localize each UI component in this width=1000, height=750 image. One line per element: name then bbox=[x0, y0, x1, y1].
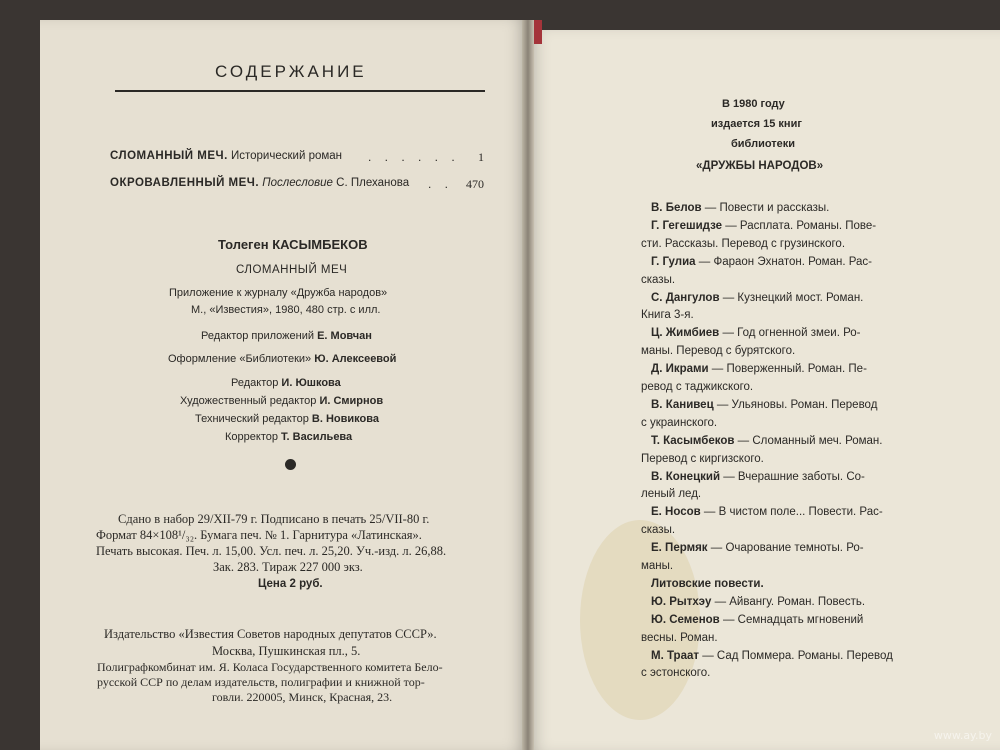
ornament-dot bbox=[285, 459, 296, 470]
book-entry bbox=[651, 256, 872, 268]
book-description: — Год огненной змеи. Ро- bbox=[719, 327, 861, 340]
printer-line-3: говли. 220005, Минск, Красная, 23. bbox=[212, 690, 393, 704]
book-entry bbox=[651, 542, 864, 554]
imprint-line-1: Приложение к журналу «Дружба народов» bbox=[169, 287, 388, 299]
book-description: Перевод с киргизского. bbox=[641, 452, 764, 465]
book-description: — В чистом поле... Повести. Рас- bbox=[700, 506, 883, 519]
book-author: Ц. Жимбиев bbox=[651, 327, 720, 340]
book-entry-continuation bbox=[641, 238, 845, 250]
imprint-line-2: М., «Известия», 1980, 480 стр. с илл. bbox=[191, 304, 381, 316]
publisher-line-2: Москва, Пушкинская пл., 5. bbox=[212, 644, 361, 658]
book-title: СЛОМАННЫЙ МЕЧ bbox=[236, 264, 348, 276]
book-author: Д. Икрами bbox=[651, 363, 709, 376]
book-author: Е. Пермяк bbox=[651, 542, 708, 555]
publisher-line-1: Издательство «Известия Советов народных депутатов СССР». bbox=[104, 627, 437, 641]
book-entry bbox=[651, 202, 829, 214]
book-author: Литовские повести. bbox=[651, 577, 764, 590]
editor-line: Редактор приложений Е. Мовчан bbox=[201, 330, 372, 342]
book-description: — Расплата. Романы. Пове- bbox=[722, 219, 877, 232]
book-description: сказы. bbox=[641, 524, 676, 537]
book-description: маны. bbox=[641, 560, 674, 572]
book-author: Г. Гегешидзе bbox=[651, 219, 723, 232]
book-description: — Фараон Эхнатон. Роман. Рас- bbox=[695, 255, 872, 268]
book-description: — Айвангу. Роман. Повесть. bbox=[711, 595, 866, 608]
book-entry-continuation bbox=[641, 667, 710, 679]
print-info-4: Зак. 283. Тираж 227 000 экз. bbox=[213, 560, 363, 574]
book-author: С. Дангулов bbox=[651, 291, 720, 304]
watermark: www.ay.by bbox=[933, 729, 992, 742]
toc-entry-2: ОКРОВАВЛЕННЫЙ МЕЧ. Послесловие С. Плеханова bbox=[110, 177, 410, 189]
book-description: — Кузнецкий мост. Роман. bbox=[719, 291, 864, 304]
book-description: с эстонского. bbox=[641, 667, 711, 680]
book-entry-continuation bbox=[641, 274, 675, 286]
book-entry bbox=[651, 363, 867, 375]
book-description: сказы. bbox=[641, 273, 676, 286]
contents-heading: СОДЕРЖАНИЕ bbox=[215, 62, 367, 81]
book-description: леный лед. bbox=[641, 488, 702, 501]
toc-entry-1: СЛОМАННЫЙ МЕЧ. Исторический роман bbox=[110, 150, 343, 162]
book-description: с украинского. bbox=[641, 416, 718, 429]
book-description: маны. Перевод с бурятского. bbox=[641, 345, 796, 358]
toc-leader-2: . . bbox=[428, 177, 454, 191]
price: Цена 2 руб. bbox=[258, 578, 323, 590]
book-author: В. Канивец bbox=[651, 398, 714, 411]
print-info-1: Сдано в набор 29/XII-79 г. Подписано в печать 25/VII-80 г. bbox=[118, 512, 430, 526]
book-entry bbox=[651, 399, 877, 411]
design-line: Оформление «Библиотеки» Ю. Алексеевой bbox=[168, 353, 397, 365]
book-entry-continuation bbox=[641, 524, 675, 536]
book-description: весны. Роман. bbox=[641, 631, 718, 644]
book-entry bbox=[651, 506, 883, 518]
book-description: — Очарование темноты. Ро- bbox=[707, 542, 864, 555]
book-entry bbox=[651, 292, 863, 304]
book-author: М. Траат bbox=[651, 649, 700, 662]
heading-rule bbox=[115, 90, 485, 92]
book-description: сти. Рассказы. Перевод с грузинского. bbox=[641, 237, 846, 250]
book-author: Т. Касымбеков bbox=[651, 434, 735, 447]
book-gutter bbox=[522, 20, 534, 750]
book-author: В. Белов bbox=[651, 202, 702, 214]
toc-page-2: 470 bbox=[466, 177, 484, 191]
printer-line-1: Полиграфкомбинат им. Я. Коласа Государственного комитета Бело- bbox=[97, 660, 443, 674]
staff-line-4: Корректор Т. Васильева bbox=[225, 431, 353, 443]
book-entry bbox=[651, 578, 764, 590]
staff-line-3: Технический редактор В. Новикова bbox=[195, 413, 379, 425]
book-description: — Сломанный меч. Роман. bbox=[734, 434, 883, 447]
toc-page-1: 1 bbox=[478, 150, 484, 164]
book-description: — Повести и рассказы. bbox=[701, 202, 830, 214]
book-description: Книга 3-я. bbox=[641, 309, 694, 322]
book-entry bbox=[651, 650, 893, 662]
book-entry-continuation bbox=[641, 345, 795, 357]
series-header-4: «ДРУЖБЫ НАРОДОВ» bbox=[696, 160, 824, 172]
book-description: ревод с таджикского. bbox=[641, 381, 754, 393]
book-entry-continuation bbox=[641, 309, 694, 321]
book-author: Г. Гулиа bbox=[651, 255, 696, 268]
book-entry bbox=[651, 220, 876, 232]
staff-line-2: Художественный редактор И. Смирнов bbox=[180, 395, 384, 407]
book-entry-continuation bbox=[641, 381, 753, 393]
series-header-2: издается 15 книг bbox=[711, 118, 802, 130]
book-author: В. Конецкий bbox=[651, 470, 721, 483]
book-description: — Семнадцать мгновений bbox=[719, 613, 864, 626]
book-description: — Вчерашние заботы. Со- bbox=[720, 470, 865, 483]
book-entry-continuation bbox=[641, 560, 673, 572]
book-description: — Сад Поммера. Романы. Перевод bbox=[699, 649, 893, 662]
author-line: Толеген КАСЫМБЕКОВ bbox=[218, 237, 368, 252]
book-entry bbox=[651, 471, 865, 483]
toc-leader-1: . . . . . . bbox=[368, 150, 460, 164]
book-entry-continuation bbox=[641, 632, 718, 644]
print-info-2: Формат 84×108¹/₃₂. Бумага печ. № 1. Гарнитура «Латинская». bbox=[96, 528, 422, 542]
book-entry-continuation bbox=[641, 453, 764, 465]
book-author: Ю. Семенов bbox=[651, 613, 720, 626]
book-entry bbox=[651, 327, 860, 339]
book-entry bbox=[651, 435, 882, 447]
book-description: — Ульяновы. Роман. Перевод bbox=[713, 398, 878, 411]
book-description: — Поверженный. Роман. Пе- bbox=[708, 363, 867, 376]
print-info-3: Печать высокая. Печ. л. 15,00. Усл. печ. л. 25,20. Уч.-изд. л. 26,88. bbox=[96, 544, 447, 558]
series-header-1: В 1980 году bbox=[722, 98, 785, 110]
book-entry bbox=[651, 596, 865, 608]
book-entry-continuation bbox=[641, 488, 701, 500]
printer-line-2: русской ССР по делам издательств, полиграфии и книжной тор- bbox=[97, 675, 425, 689]
staff-line-1: Редактор И. Юшкова bbox=[231, 377, 341, 389]
series-header-3: библиотеки bbox=[731, 138, 796, 150]
book-author: Ю. Рытхэу bbox=[651, 595, 712, 608]
book-entry bbox=[651, 614, 863, 626]
book-entry-continuation bbox=[641, 417, 717, 429]
book-author: Е. Носов bbox=[651, 506, 701, 519]
book-spine bbox=[534, 20, 542, 44]
